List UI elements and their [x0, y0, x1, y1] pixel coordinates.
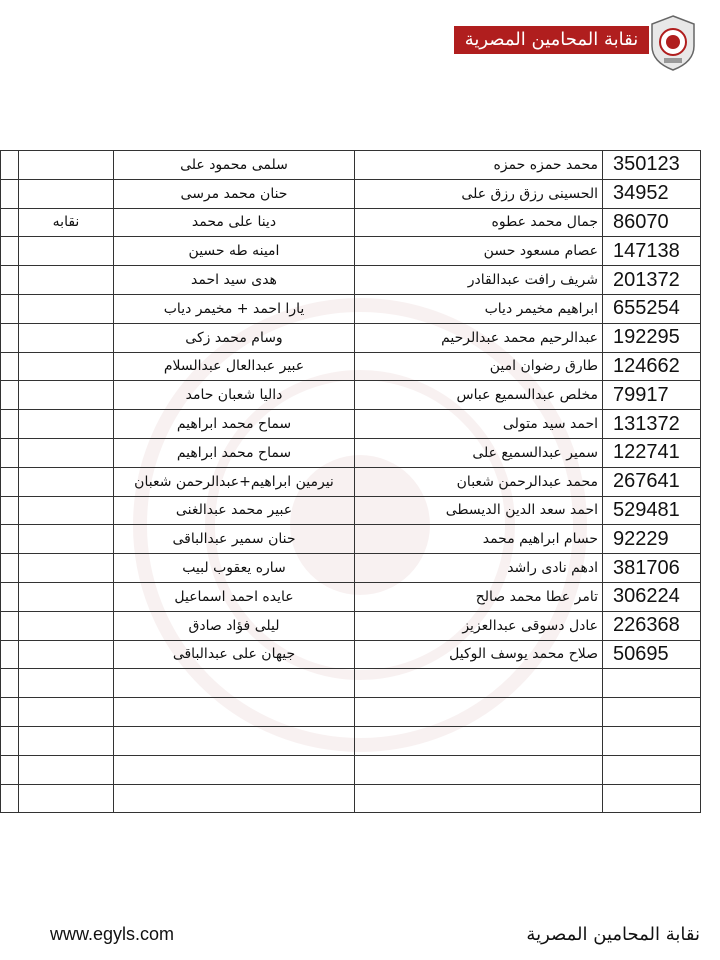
lawyers-syndicate-seal-icon: [648, 14, 698, 72]
second-name-cell: نيرمين ابراهيم+عبدالرحمن شعبان: [114, 467, 355, 496]
note-cell: [19, 352, 114, 381]
second-name-cell: حنان سمير عبدالباقى: [114, 525, 355, 554]
primary-name-cell: [355, 784, 603, 813]
table-row: [1, 438, 701, 467]
table-row: [1, 669, 701, 698]
note-cell: [19, 755, 114, 784]
names-table-body: [1, 151, 701, 813]
edge-cell: [1, 582, 19, 611]
table-row: [1, 726, 701, 755]
id-number-cell: [603, 726, 701, 755]
note-cell: [19, 467, 114, 496]
table-row: [1, 784, 701, 813]
second-name-cell: جيهان على عبدالباقى: [114, 640, 355, 669]
id-number-cell: 655254: [603, 294, 701, 323]
primary-name-cell: [355, 698, 603, 727]
note-cell: [19, 582, 114, 611]
id-number-cell: 34952: [603, 179, 701, 208]
id-number-cell: 381706: [603, 554, 701, 583]
id-number-cell: 226368: [603, 611, 701, 640]
second-name-cell: يارا احمد + مخيمر دياب: [114, 294, 355, 323]
edge-cell: [1, 208, 19, 237]
primary-name-cell: احمد سعد الدين الديسطى: [355, 496, 603, 525]
primary-name-cell: عادل دسوقى عبدالعزيز: [355, 611, 603, 640]
primary-name-cell: جمال محمد عطوه: [355, 208, 603, 237]
table-row: [1, 582, 701, 611]
primary-name-cell: سمير عبدالسميع على: [355, 438, 603, 467]
second-name-cell: [114, 726, 355, 755]
id-number-cell: 192295: [603, 323, 701, 352]
primary-name-cell: شريف رافت عبدالقادر: [355, 266, 603, 295]
table-row: [1, 554, 701, 583]
note-cell: [19, 640, 114, 669]
primary-name-cell: [355, 726, 603, 755]
id-number-cell: 201372: [603, 266, 701, 295]
note-cell: [19, 237, 114, 266]
edge-cell: [1, 294, 19, 323]
second-name-cell: [114, 784, 355, 813]
second-name-cell: حنان محمد مرسى: [114, 179, 355, 208]
edge-cell: [1, 179, 19, 208]
edge-cell: [1, 611, 19, 640]
note-cell: [19, 726, 114, 755]
edge-cell: [1, 266, 19, 295]
table-row: [1, 352, 701, 381]
table-row: [1, 294, 701, 323]
second-name-cell: سماح محمد ابراهيم: [114, 438, 355, 467]
table-row: [1, 525, 701, 554]
primary-name-cell: صلاح محمد يوسف الوكيل: [355, 640, 603, 669]
primary-name-cell: محمد حمزه حمزه: [355, 151, 603, 180]
note-cell: [19, 179, 114, 208]
second-name-cell: [114, 698, 355, 727]
table-row: [1, 323, 701, 352]
second-name-cell: [114, 669, 355, 698]
header-org-name: نقابة المحامين المصرية: [464, 29, 639, 50]
primary-name-cell: ادهم نادى راشد: [355, 554, 603, 583]
table-row: [1, 381, 701, 410]
note-cell: [19, 410, 114, 439]
table-row: [1, 179, 701, 208]
edge-cell: [1, 525, 19, 554]
note-cell: [19, 784, 114, 813]
id-number-cell: 50695: [603, 640, 701, 669]
second-name-cell: سماح محمد ابراهيم: [114, 410, 355, 439]
names-table: [0, 150, 701, 813]
table-row: [1, 266, 701, 295]
id-number-cell: 131372: [603, 410, 701, 439]
note-cell: [19, 698, 114, 727]
header-banner: [454, 26, 649, 54]
table-row: [1, 640, 701, 669]
primary-name-cell: ابراهيم مخيمر دياب: [355, 294, 603, 323]
primary-name-cell: طارق رضوان امين: [355, 352, 603, 381]
edge-cell: [1, 438, 19, 467]
id-number-cell: [603, 698, 701, 727]
primary-name-cell: احمد سيد متولى: [355, 410, 603, 439]
id-number-cell: [603, 669, 701, 698]
id-number-cell: 79917: [603, 381, 701, 410]
id-number-cell: [603, 755, 701, 784]
id-number-cell: 306224: [603, 582, 701, 611]
id-number-cell: 529481: [603, 496, 701, 525]
note-cell: [19, 669, 114, 698]
note-cell: [19, 294, 114, 323]
note-cell: [19, 151, 114, 180]
primary-name-cell: محمد عبدالرحمن شعبان: [355, 467, 603, 496]
edge-cell: [1, 323, 19, 352]
table-row: [1, 467, 701, 496]
edge-cell: [1, 151, 19, 180]
note-cell: [19, 381, 114, 410]
table-row: [1, 496, 701, 525]
edge-cell: [1, 554, 19, 583]
footer-org-name: نقابة المحامين المصرية: [526, 924, 700, 945]
second-name-cell: سلمى محمود على: [114, 151, 355, 180]
edge-cell: [1, 669, 19, 698]
note-cell: [19, 323, 114, 352]
second-name-cell: ليلى فؤاد صادق: [114, 611, 355, 640]
primary-name-cell: حسام ابراهيم محمد: [355, 525, 603, 554]
second-name-cell: عبير محمد عبدالغنى: [114, 496, 355, 525]
primary-name-cell: مخلص عبدالسميع عباس: [355, 381, 603, 410]
table-row: [1, 410, 701, 439]
second-name-cell: عايده احمد اسماعيل: [114, 582, 355, 611]
edge-cell: [1, 352, 19, 381]
second-name-cell: داليا شعبان حامد: [114, 381, 355, 410]
edge-cell: [1, 467, 19, 496]
second-name-cell: [114, 755, 355, 784]
edge-cell: [1, 726, 19, 755]
second-name-cell: امينه طه حسين: [114, 237, 355, 266]
footer-website-url: www.egyls.com: [50, 924, 175, 944]
table-row: [1, 237, 701, 266]
note-cell: [19, 496, 114, 525]
primary-name-cell: عبدالرحيم محمد عبدالرحيم: [355, 323, 603, 352]
table-row: [1, 151, 701, 180]
note-cell: [19, 611, 114, 640]
second-name-cell: وسام محمد زكى: [114, 323, 355, 352]
second-name-cell: دينا على محمد: [114, 208, 355, 237]
note-cell: [19, 525, 114, 554]
id-number-cell: 124662: [603, 352, 701, 381]
note-cell: [19, 438, 114, 467]
note-cell: نقابه: [19, 208, 114, 237]
primary-name-cell: [355, 755, 603, 784]
second-name-cell: عبير عبدالعال عبدالسلام: [114, 352, 355, 381]
edge-cell: [1, 640, 19, 669]
table-row: [1, 208, 701, 237]
second-name-cell: ساره يعقوب لبيب: [114, 554, 355, 583]
edge-cell: [1, 381, 19, 410]
table-row: [1, 611, 701, 640]
primary-name-cell: الحسينى رزق رزق على: [355, 179, 603, 208]
edge-cell: [1, 698, 19, 727]
edge-cell: [1, 410, 19, 439]
table-row: [1, 755, 701, 784]
id-number-cell: 350123: [603, 151, 701, 180]
primary-name-cell: عصام مسعود حسن: [355, 237, 603, 266]
primary-name-cell: تامر عطا محمد صالح: [355, 582, 603, 611]
note-cell: [19, 554, 114, 583]
edge-cell: [1, 784, 19, 813]
id-number-cell: 147138: [603, 237, 701, 266]
second-name-cell: هدى سيد احمد: [114, 266, 355, 295]
table-row: [1, 698, 701, 727]
id-number-cell: 122741: [603, 438, 701, 467]
note-cell: [19, 266, 114, 295]
id-number-cell: [603, 784, 701, 813]
edge-cell: [1, 496, 19, 525]
id-number-cell: 92229: [603, 525, 701, 554]
edge-cell: [1, 755, 19, 784]
names-table-container: [0, 150, 700, 813]
primary-name-cell: [355, 669, 603, 698]
id-number-cell: 267641: [603, 467, 701, 496]
edge-cell: [1, 237, 19, 266]
id-number-cell: 86070: [603, 208, 701, 237]
